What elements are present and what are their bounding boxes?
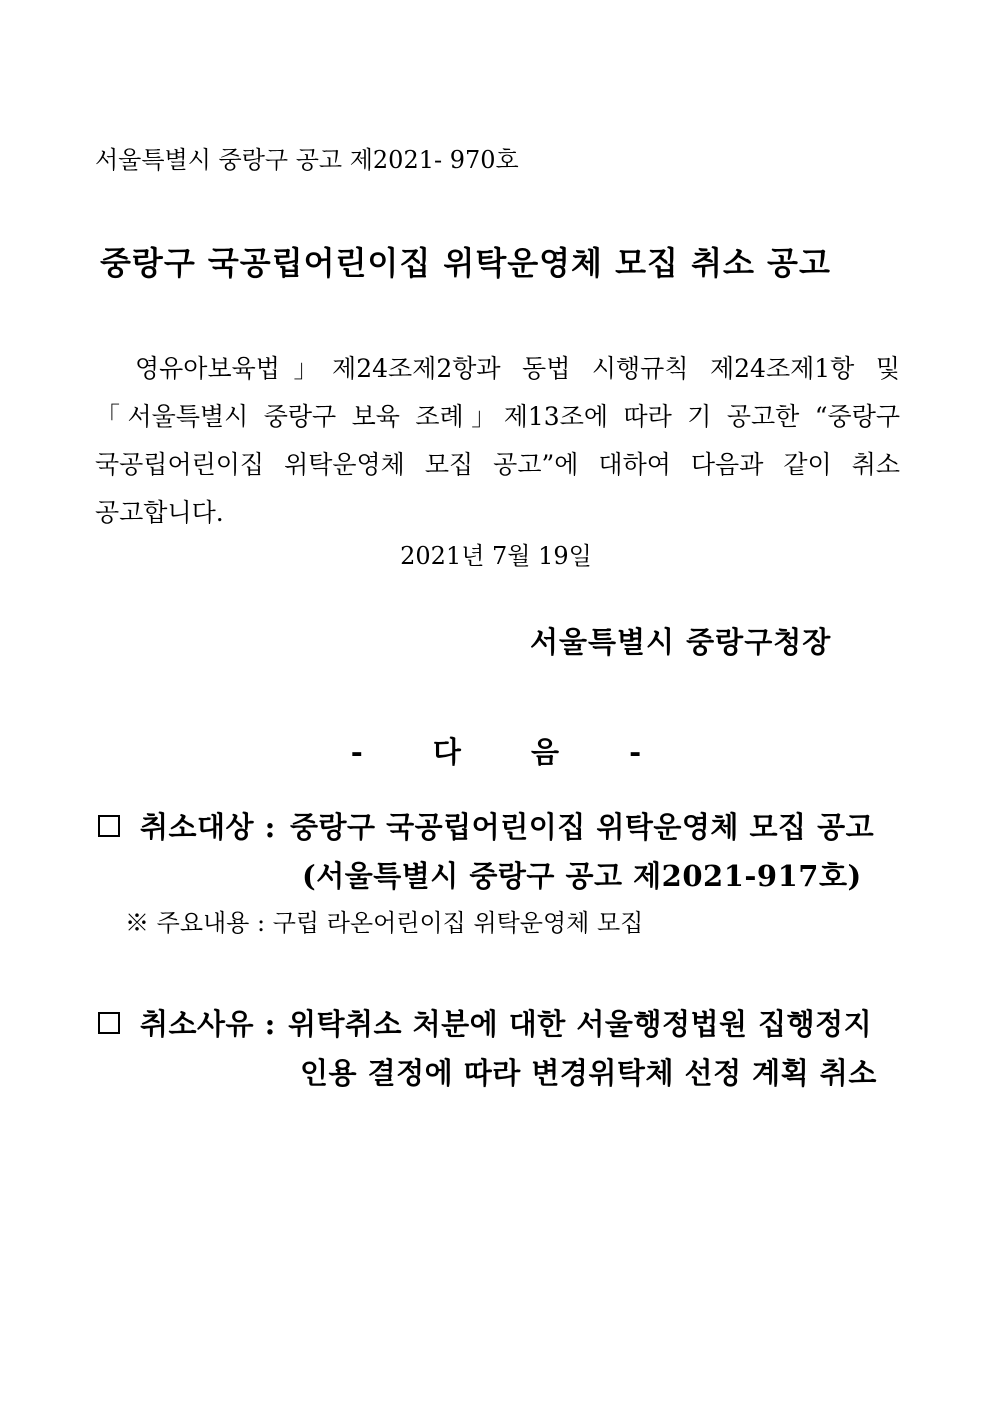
body-line: 국공립어린이집 위탁운영체 모집 공고”에 대하여 다음과 같이 취소 [95, 450, 900, 479]
checkbox-icon [98, 815, 120, 837]
body-paragraph [95, 345, 900, 537]
item-cancel-target-text-2: (서울특별시 중랑구 공고 제2021-917호) [302, 859, 862, 893]
item-cancel-target-label: 취소대상 : [140, 810, 276, 844]
document-title: 중랑구 국공립어린이집 위탁운영체 모집 취소 공고 [100, 244, 831, 282]
body-line: 공고합니다. [95, 498, 224, 527]
notice-date: 2021년 7월 19일 [400, 542, 592, 570]
section-heading: - 다 음 - [350, 735, 642, 769]
notice-number: 서울특별시 중랑구 공고 제2021- 970호 [95, 146, 519, 174]
checkbox-icon [98, 1012, 120, 1034]
item-cancel-target-text: 중랑구 국공립어린이집 위탁운영체 모집 공고 [290, 810, 875, 844]
item-cancel-reason-text-2: 인용 결정에 따라 변경위탁체 선정 계획 취소 [300, 1056, 877, 1090]
issuer-name: 서울특별시 중랑구청장 [530, 625, 832, 659]
item-cancel-reason-label: 취소사유 : [140, 1007, 276, 1041]
body-line: 영유아보육법」제24조제2항과 동법 시행규칙 제24조제1항 및 [135, 354, 900, 383]
item-cancel-reason-text: 위탁취소 처분에 대한 서울행정법원 집행정지 [288, 1007, 873, 1041]
body-line: 「서울특별시 중랑구 보육 조례」제13조에 따라 기 공고한 “중랑구 [95, 402, 900, 431]
item-note: ※ 주요내용 : 구립 라온어린이집 위탁운영체 모집 [125, 909, 644, 937]
